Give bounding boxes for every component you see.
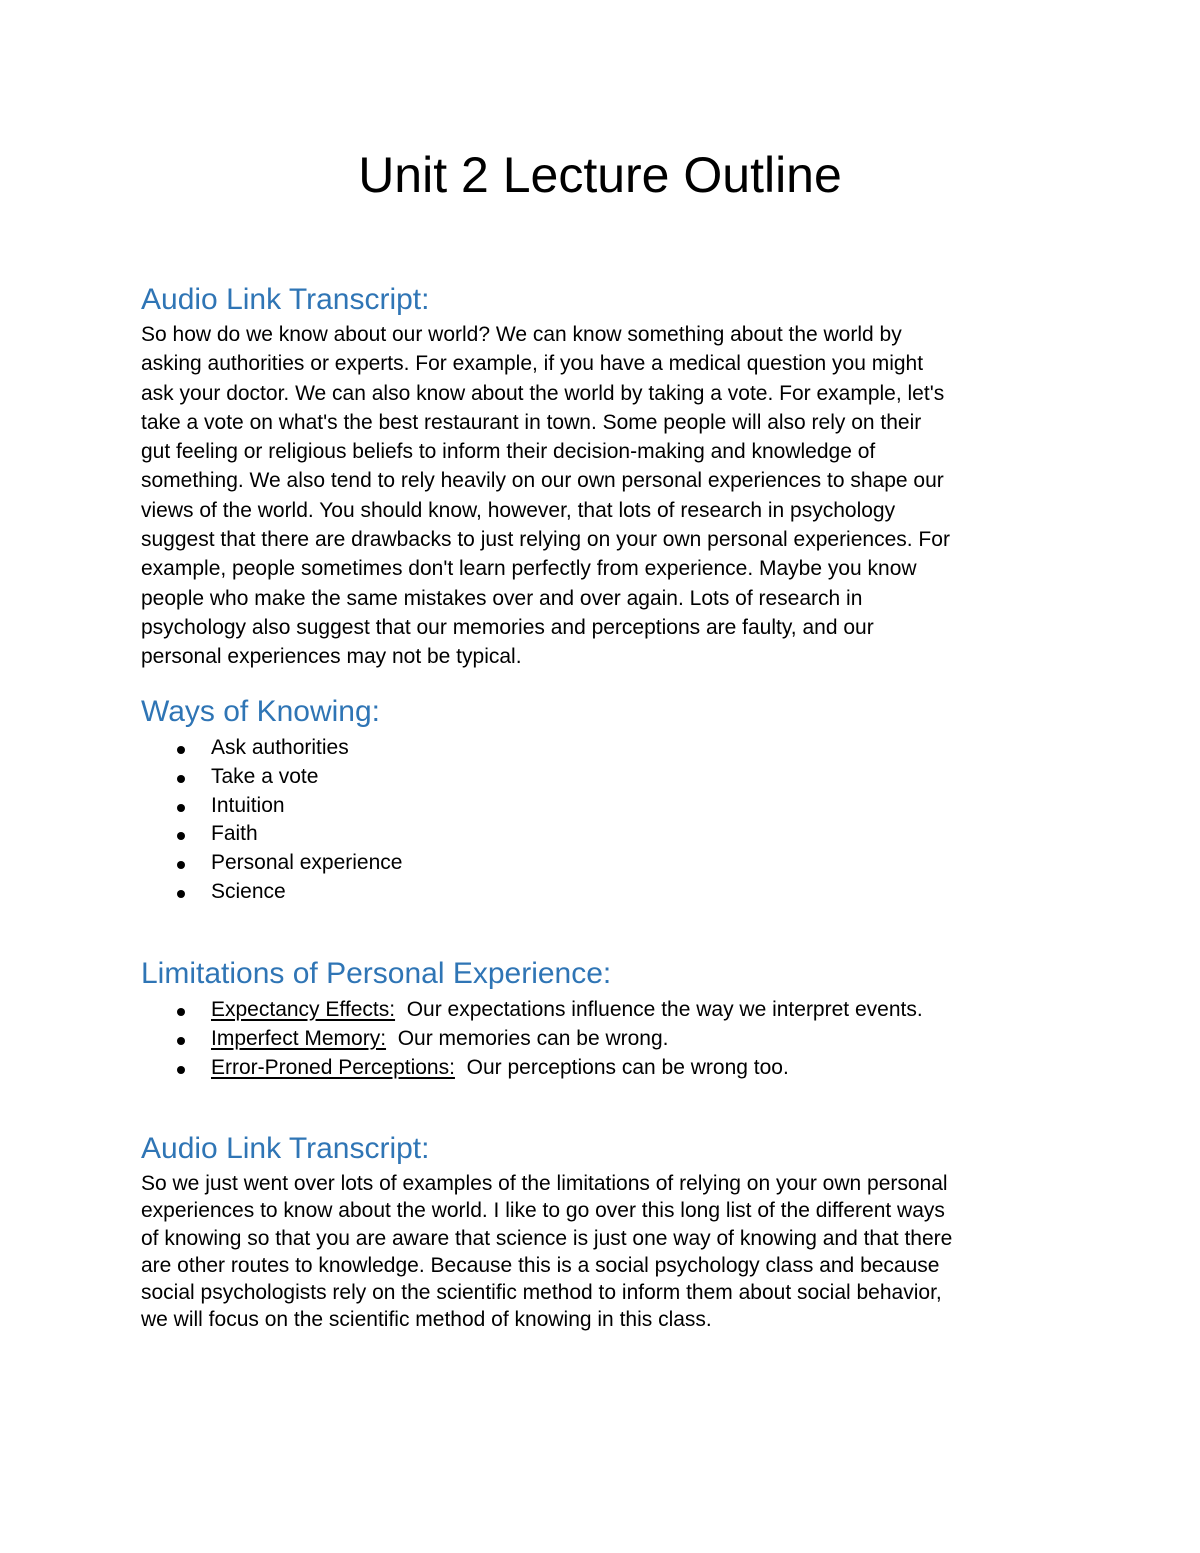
text-line: ask your doctor. We can also know about the world by taking a vote. For example, let's <box>141 381 945 405</box>
text-line: example, people sometimes don't learn perfectly from experience. Maybe you know <box>141 557 917 581</box>
list-item-text: Science <box>211 879 286 903</box>
list-item-text <box>211 1025 669 1054</box>
section-heading-ways-of-knowing: Ways of Knowing: <box>141 695 380 728</box>
text-line: people who make the same mistakes over and over again. Lots of research in <box>141 586 863 610</box>
bullet-icon <box>177 861 185 869</box>
limitation-description: Our expectations influence the way we interpret events. <box>395 998 923 1021</box>
text-line: gut feeling or religious beliefs to inform their decision-making and knowledge of <box>141 440 876 464</box>
text-line: personal experiences may not be typical. <box>141 645 522 669</box>
limitation-term: Expectancy Effects: <box>211 998 396 1021</box>
list-item-text: Faith <box>211 822 258 846</box>
list-item-text <box>211 996 923 1025</box>
text-line: take a vote on what's the best restaurant in town. Some people will also rely on their <box>141 410 922 434</box>
text-line: suggest that there are drawbacks to just relying on your own personal experiences. For <box>141 528 950 552</box>
text-line: asking authorities or experts. For example, if you have a medical question you might <box>141 352 924 376</box>
bullet-icon <box>177 1037 185 1045</box>
bullet-icon <box>177 804 185 812</box>
text-line: of knowing so that you are aware that science is just one way of knowing and that there <box>141 1226 953 1250</box>
list-item-text <box>211 1054 789 1083</box>
bullet-icon <box>177 746 185 754</box>
text-line: psychology also suggest that our memories and perceptions are faulty, and our <box>141 615 874 639</box>
section-heading-audio-transcript-2: Audio Link Transcript: <box>141 1132 430 1165</box>
bullet-icon <box>177 775 185 783</box>
limitation-term: Imperfect Memory: <box>211 1026 387 1050</box>
transcript-paragraph-2 <box>141 1170 952 1334</box>
text-line: are other routes to knowledge. Because this is a social psychology class and because <box>141 1253 940 1277</box>
list-item-text: Ask authorities <box>211 736 349 759</box>
text-line: we will focus on the scientific method of knowing in this class. <box>141 1308 712 1332</box>
text-line: So how do we know about our world? We can know something about the world by <box>141 323 902 346</box>
transcript-paragraph-1 <box>141 320 950 672</box>
text-line: social psychologists rely on the scientific method to inform them about social behavior, <box>141 1281 942 1305</box>
text-line: experiences to know about the world. I like to go over this long list of the different ways <box>141 1199 945 1223</box>
limitation-term: Error-Proned Perceptions: <box>211 1055 455 1079</box>
page-title: Unit 2 Lecture Outline <box>358 147 842 203</box>
bullet-icon <box>177 890 185 898</box>
list-item-text: Personal experience <box>211 851 403 875</box>
text-line: views of the world. You should know, however, that lots of research in psychology <box>141 498 896 522</box>
section-heading-limitations: Limitations of Personal Experience: <box>141 957 612 990</box>
list-item-text: Take a vote <box>211 764 319 788</box>
list-item-text: Intuition <box>211 793 285 817</box>
text-line: So we just went over lots of examples of the limitations of relying on your own personal <box>141 1172 948 1195</box>
limitation-description: Our memories can be wrong. <box>386 1026 669 1050</box>
limitation-description: Our perceptions can be wrong too. <box>454 1055 789 1079</box>
bullet-icon <box>177 1008 185 1016</box>
bullet-icon <box>177 1066 185 1074</box>
section-heading-audio-transcript-1: Audio Link Transcript: <box>141 283 430 316</box>
bullet-icon <box>177 832 185 840</box>
text-line: something. We also tend to rely heavily on our own personal experiences to shape our <box>141 469 944 493</box>
